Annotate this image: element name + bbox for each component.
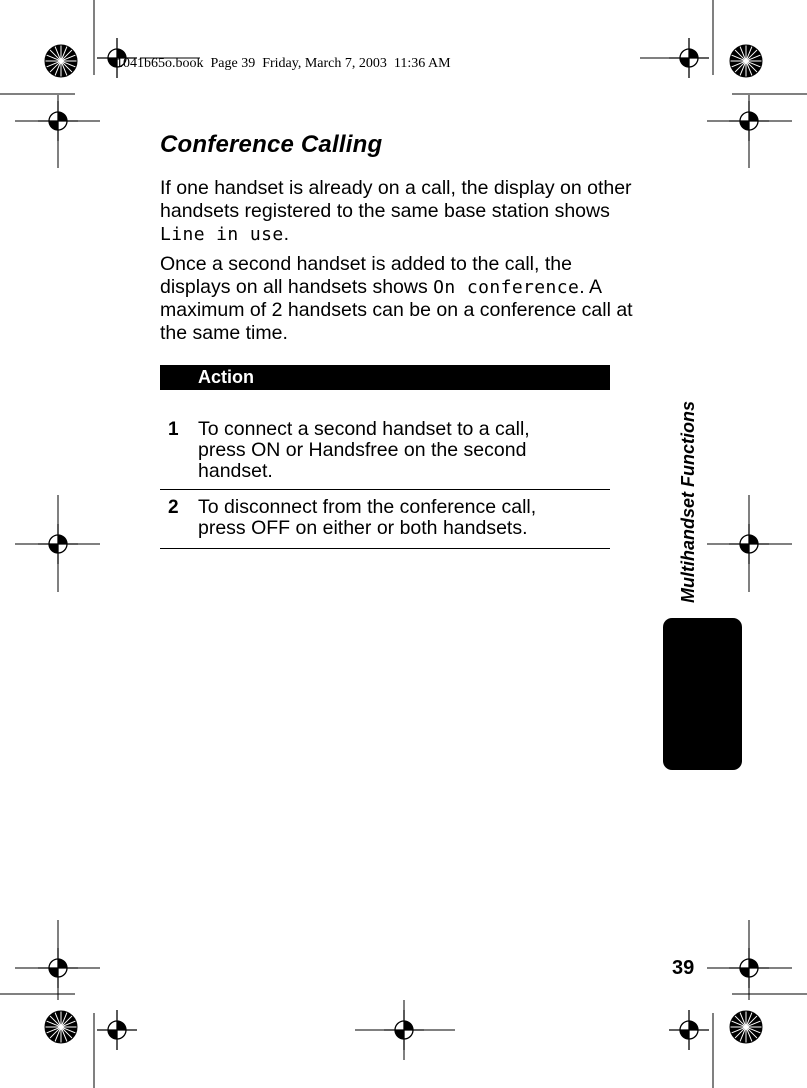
step-number: 1 [168, 419, 179, 440]
section-title: Conference Calling [160, 131, 383, 158]
paragraph-text: . [283, 223, 290, 245]
table-header-label: Action [198, 367, 254, 387]
paragraph-text: Once a second handset is added to the call, the displays on all handsets shows [160, 253, 572, 298]
step-text: To disconnect from the conference call, press OFF on either or both handsets. [198, 496, 537, 539]
paragraph-line-in-use [160, 177, 645, 246]
step-text: To connect a second handset to a call, press ON or Handsfree on the second handset. [198, 418, 530, 482]
page-number: 39 [672, 957, 695, 979]
action-table [160, 365, 610, 549]
table-row [160, 490, 610, 549]
step-number: 2 [168, 497, 179, 518]
display-text-on-conference: On conference [433, 277, 580, 298]
paragraph-text: If one handset is already on a call, the display on other handsets registered to the same base station shows [160, 177, 632, 222]
paragraph-on-conference [160, 253, 645, 345]
table-header [160, 365, 610, 390]
section-tab-marker [663, 618, 742, 770]
print-header: 1041b65o.book Page 39 Friday, March 7, 2003 11:36 AM [116, 56, 451, 71]
section-side-label: Multihandset Functions [678, 401, 698, 603]
table-row [160, 390, 610, 490]
paragraph-text: . A maximum of 2 handsets can be on a conference call at the same time. [160, 276, 633, 344]
display-text-line-in-use: Line in use [160, 224, 284, 245]
